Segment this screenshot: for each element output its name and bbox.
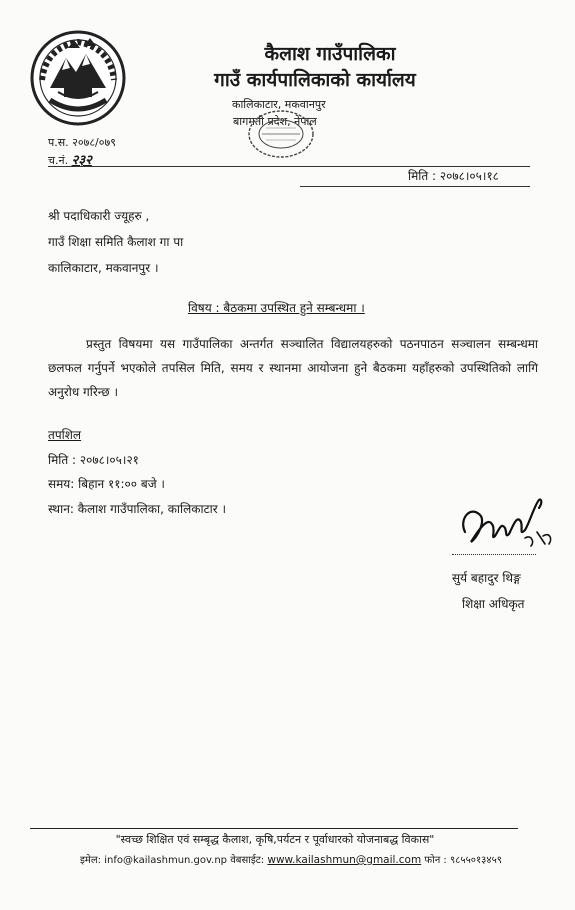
office-stamp [246,108,316,160]
dispatch-number: २३२ [71,153,92,168]
signatory-name: सुर्य बहादुर थिङ्ग [452,571,521,585]
recipient-line-3: कालिकाटार, मकवानपुर । [48,261,159,275]
fiscal-year: प.स. २०७८/०७९ [48,136,116,149]
date-underline [300,186,530,187]
footer-contact [80,852,502,866]
handwritten-signature [455,492,559,556]
office-name: कैलाश गाउँपालिका [264,43,396,65]
website-link[interactable]: www.kailashmun@gmail.com [267,854,422,866]
signatory-designation: शिक्षा अधिकृत [462,597,525,611]
recipient-line-1: श्री पदाधिकारी ज्यूहरु , [48,209,150,223]
letter-subject: विषय : बैठकमा उपस्थित हुने सम्बन्धमा । [188,301,365,315]
government-emblem [28,28,128,128]
schedule-date: मिति : २०७८।०५।२१ [48,453,139,467]
office-title: गाउँ कार्यपालिकाको कार्यालय [214,69,416,91]
phone-number: ९८५५०१३४५९ [449,855,502,866]
signature-line [452,554,536,555]
recipient-line-2: गाउँ शिक्षा समिति कैलाश गा पा [48,235,184,249]
email-label: इमेल: [80,855,102,866]
letter-date: मिति : २०७८।०५।१८ [408,169,499,183]
footer-divider [30,828,518,829]
address-line-1: कालिकाटार, मकवानपुर [232,98,326,111]
schedule-time: समय: बिहान ११:०० बजे । [48,477,165,491]
address-line-2: बागमती प्रदेश, नेपाल [233,115,317,128]
letter-body: प्रस्तुत विषयमा यस गाउँपालिका अन्तर्गत सञ्चालित विद्यालयहरुको पठनपाठन सञ्चालन सम्बन्धमा छलफल गर्नुपर्ने भएकोले तपसिल मिति, समय र स्थानमा आयोजना हुने बैठकमा यहाँहरुको उपस्थितिको लागि अनुरोध गरिन्छ । [48,337,538,399]
footer-slogan: "स्वच्छ शिक्षित एवं सम्बृद्ध कैलाश, कृषि,पर्यटन र पूर्वाधारको योजनाबद्ध विकास" [115,833,435,846]
schedule-place: स्थान: कैलाश गाउँपालिका, कालिकाटार । [48,502,227,516]
phone-label: फोन : [424,855,447,866]
schedule-heading: तपशिल [48,428,82,442]
website-label: वेबसाईट: [230,855,265,866]
email-address[interactable]: info@kailashmun.gov.np [104,855,228,866]
dispatch-label: च.नं. [48,154,69,167]
